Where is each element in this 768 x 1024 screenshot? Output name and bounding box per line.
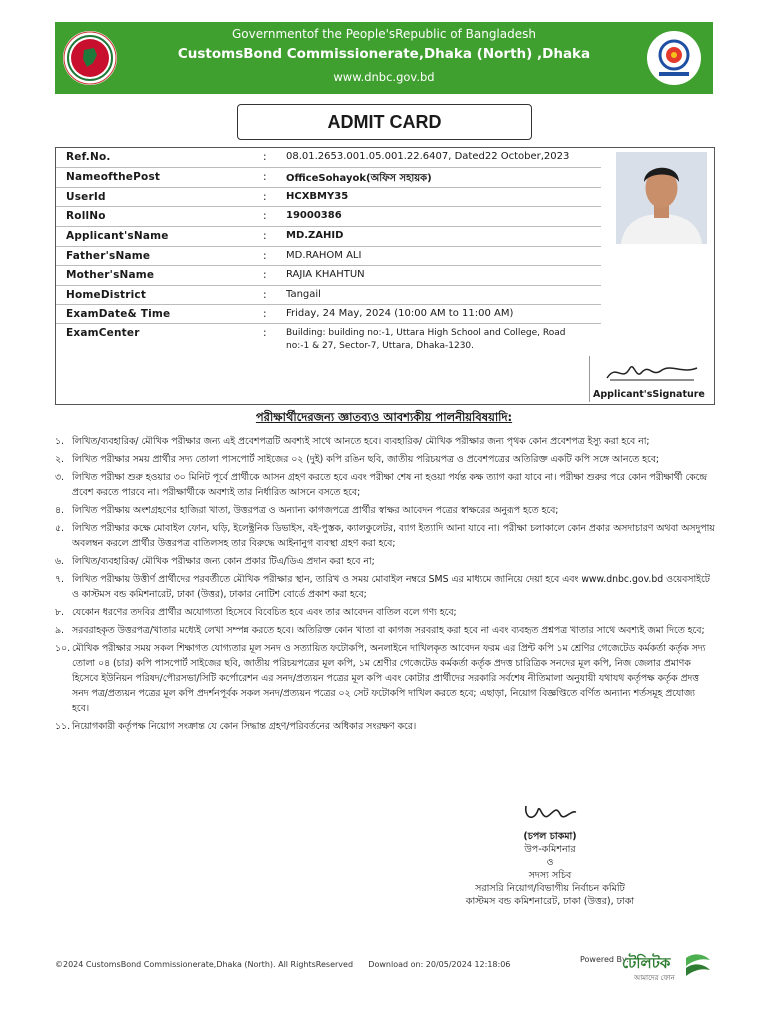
teletalk-brand: টেলিটক [622, 954, 671, 972]
instruction-item [55, 521, 715, 551]
instruction-number: ১০. [55, 643, 71, 654]
info-row-ref-no [56, 148, 601, 167]
instruction-item [55, 623, 715, 638]
signatory-designation: উপ-কমিশনার [524, 844, 576, 855]
instruction-item [55, 554, 715, 569]
field-value: Friday, 24 May, 2024 (10:00 AM to 11:00 AM) [286, 308, 514, 319]
instruction-number: ৪. [55, 505, 64, 516]
info-row-user-id [56, 188, 601, 207]
footer-copyright: ©2024 CustomsBond Commissionerate,Dhaka (North). All RightsReserved [55, 960, 354, 969]
field-value: Building: building no:-1, Uttara High School and College, Road no:-1 & 27, Sector-7, Uttara, Dhaka-1230. [286, 328, 566, 351]
header-govt-line: Governmentof the People'sRepublic of Bangladesh [232, 27, 536, 41]
instruction-text: লিখিত/ব্যবহারিক/ মৌখিক পরীক্ষার জন্য কোন প্রকার টিএ/ডিএ প্রদান করা হবে না; [72, 556, 375, 567]
header-org-name: CustomsBond Commissionerate,Dhaka (North) ,Dhaka [177, 46, 591, 62]
field-value: MD.ZAHID [286, 230, 344, 241]
footer-text [55, 960, 510, 969]
field-colon: : [263, 327, 267, 339]
field-value: 19000386 [286, 210, 342, 221]
instruction-item [55, 572, 715, 602]
signature-label: Applicant'sSignature [593, 389, 705, 400]
field-value: RAJIA KHAHTUN [286, 269, 365, 280]
instructions-title: পরীক্ষার্থীদেরজন্য জ্ঞাতব্যও আবশ্যকীয় পালনীয়বিষয়াদি: [255, 410, 513, 424]
admit-card-title: ADMIT CARD [237, 104, 532, 140]
instruction-text: সরবরাহকৃত উত্তরপত্র/খাতার মধ্যেই লেখা সম্পন্ন করতে হবে। অতিরিক্ত কোন খাতা বা কাগজ সরবরাহ করা হবে না এবং ব্যবহৃত প্রশ্নপত্র খাতার সাথে অবশ্যই জমা দিতে হবে; [72, 625, 705, 636]
instruction-number: ১১. [55, 721, 71, 732]
info-row-exam-center [56, 324, 601, 354]
info-row-roll-no [56, 207, 601, 226]
field-value: OfficeSohayok(অফিস সহায়ক) [286, 173, 432, 184]
field-value: Tangail [286, 289, 321, 300]
field-colon: : [263, 269, 267, 281]
header-banner [55, 22, 713, 94]
info-row-mother-name [56, 266, 601, 285]
instruction-text: লিখিত পরীক্ষায় উত্তীর্ণ প্রার্থীদের পরবর্তীতে মৌখিক পরীক্ষার স্থান, তারিখ ও সময় মোবাইল নম্বরে SMS এর মাধ্যমে জানিয়ে দেয়া হবে এবং www.dnbc.gov.bd ওয়েবসাইটে ও কাস্টমস বন্ড কমিশনারেট, ঢাকা (উত্তর), ঢাকার নোটিশ বোর্ডে প্রকাশ করা হবে; [72, 574, 710, 600]
field-colon: : [263, 230, 267, 242]
instruction-number: ৩. [55, 472, 64, 483]
field-label: Applicant'sName [66, 230, 169, 242]
field-colon: : [263, 250, 267, 262]
bangladesh-customs-logo-icon [647, 31, 701, 85]
field-label: HomeDistrict [66, 289, 147, 301]
info-row-father-name [56, 247, 601, 266]
instruction-number: ৯. [55, 625, 64, 636]
instruction-item [55, 470, 715, 500]
instruction-item [55, 605, 715, 620]
header-website[interactable]: www.dnbc.gov.bd [333, 70, 435, 84]
info-row-applicant-name [56, 227, 601, 246]
teletalk-logo[interactable] [620, 948, 712, 986]
field-label: NameofthePost [66, 171, 161, 183]
info-row-home-district [56, 286, 601, 305]
instruction-text: লিখিত পরীক্ষা শুরু হওয়ার ৩০ মিনিট পূর্বে প্রার্থীকে আসন গ্রহণ করতে হবে এবং পরীক্ষা শেষ না হওয়া পর্যন্ত কক্ষ ত্যাগ করা যাবে না। পরীক্ষা শুরুর পরে কোন পরীক্ষার্থী কেন্দ্রে প্রবেশ করতে পারবে না। পরীক্ষার্থীকে অবশ্যই তার নির্ধারিত আসনে বসতে হবে; [72, 472, 707, 498]
signatory-committee: সরাসরি নিয়োগ/বিভাগীয় নির্বাচন কমিটি [475, 883, 625, 894]
signatory-role: সদস্য সচিব [528, 870, 572, 881]
instructions-list [55, 434, 715, 737]
field-colon: : [263, 191, 267, 203]
applicant-info-table [55, 147, 715, 405]
field-label: RollNo [66, 210, 106, 222]
instruction-item [55, 434, 715, 449]
instruction-text: যেকোন ধরণের তদবির প্রার্থীর অযোগ্যতা হিসেবে বিবেচিত হবে এবং তার আবেদন বাতিল বলে গণ্য হবে; [72, 607, 457, 618]
field-colon: : [263, 171, 267, 183]
field-label: Mother'sName [66, 269, 155, 281]
signatory-name: (চপল চাকমা) [523, 831, 577, 842]
instruction-number: ৫. [55, 523, 64, 534]
applicant-signature-box [589, 356, 712, 402]
instruction-item [55, 452, 715, 467]
field-label: ExamDate& Time [66, 308, 171, 320]
signatory-office: কাস্টমস বন্ড কমিশনারেট, ঢাকা (উত্তর), ঢাকা [465, 896, 635, 907]
field-colon: : [263, 210, 267, 222]
field-label: Father'sName [66, 250, 151, 262]
field-label: ExamCenter [66, 327, 140, 339]
instruction-item [55, 503, 715, 518]
info-row-exam-date [56, 305, 601, 324]
field-value: MD.RAHOM ALI [286, 250, 362, 261]
field-label: UserId [66, 191, 106, 203]
instruction-text: লিখিত পরীক্ষার সময় প্রার্থীর সদ্য তোলা পাসপোর্ট সাইজের ০২ (দুই) কপি রঙিন ছবি, জাতীয় পরিচয়পত্র ও প্রবেশপত্রের অতিরিক্ত একটি কপি সঙ্গে আনতে হবে; [72, 454, 660, 465]
field-colon: : [263, 151, 267, 163]
officer-signature-icon [520, 800, 580, 826]
instruction-text: লিখিত পরীক্ষায় অংশগ্রহণের হাজিরা খাতা, উত্তরপত্র ও অন্যান্য কাগজপত্রে প্রার্থীর স্বাক্ষর আবেদন পত্রের স্বাক্ষরের অনুরূপ হতে হবে; [72, 505, 559, 516]
applicant-photo [616, 152, 707, 244]
instruction-item [55, 719, 715, 734]
teletalk-tagline: আমাদের ফোন [634, 974, 675, 982]
signatory-block [430, 800, 670, 908]
instruction-text: লিখিত/ব্যবহারিক/ মৌখিক পরীক্ষার জন্য এই প্রবেশপত্রটি অবশ্যই সাথে আনতে হবে। ব্যবহারিক/ মৌখিক পরীক্ষার জন্য পৃথক কোন প্রবেশপত্র ইস্যু করা হবে না; [72, 436, 650, 447]
instruction-text: লিখিত পরীক্ষার কক্ষে মোবাইল ফোন, ঘড়ি, ইলেক্ট্রনিক ডিভাইস, বই-পুস্তক, ক্যালকুলেটর, ব্যাগ ইত্যাদি আনা যাবে না। পরীক্ষা চলাকালে কোন প্রকার অসদাচারণ অথবা অসদুপায় অবলম্বন করলে প্রার্থীর উত্তরপত্র বাতিলসহ তার বিরুদ্ধে আইনানুগ ব্যবস্থা গ্রহণ করা হবে; [72, 523, 715, 549]
instruction-number: ৬. [55, 556, 64, 567]
info-row-post [56, 168, 601, 187]
field-label: Ref.No. [66, 151, 111, 163]
instruction-number: ১. [55, 436, 64, 447]
instruction-number: ৮. [55, 607, 64, 618]
powered-by-label: Powered By: [580, 955, 629, 964]
instruction-text: নিয়োগকারী কর্তৃপক্ষ নিয়োগ সংক্রান্ত যে কোন সিদ্ধান্ত গ্রহণ/পরিবর্তনের অধিকার সংরক্ষণ করে। [72, 721, 417, 732]
field-value: HCXBMY35 [286, 191, 349, 202]
field-colon: : [263, 289, 267, 301]
instruction-number: ৭. [55, 574, 64, 585]
footer-download-time: Download on: 20/05/2024 12:18:06 [368, 960, 511, 969]
applicant-signature-icon [602, 358, 702, 388]
instruction-item [55, 641, 715, 716]
instruction-text: মৌখিক পরীক্ষার সময় সকল শিক্ষাগত যোগ্যতার মূল সনদ ও সত্যায়িত ফটোকপি, অনলাইনে দাখিলকৃত আবেদন ফরম এর প্রিন্ট কপি ১ম শ্রেণির গেজেটেড কর্মকর্তা কর্তৃক সদ্য তোলা ০৪ (চার) কপি পাসপোর্ট সাইজের ছবি, জাতীয় পরিচয়পত্রের মূল কপি, ১ম শ্রেণীর গেজেটেড কর্মকর্তা কর্তৃক প্রদত্ত চারিত্রিক সনদের মূল কপি, নিজ জেলার প্রমাণক হিসেবে ইউনিয়ন পরিষদ/পৌরসভা/সিটি কর্পোরেশন এর সনদ/প্রত্যয়ন পত্রের মূল কপি এবং কোটার প্রার্থীদের সরকারি সর্বশেষ নীতিমালা অনুযায়ী যথাযথ কর্তৃপক্ষ কর্তৃক প্রদত্ত সনদ পত্র/প্রত্যয়ন পত্রের মূল কপি প্রদর্শনপূর্বক সকল সনদ/প্রত্যয়ন পত্রের ০২ সেট ফটোকপি দাখিল করতে হবে; এছাড়া, নিয়োগ বিজ্ঞপ্তিতে বর্ণিত অন্যান্য শর্তসমূহ প্রযোজ্য হবে। [72, 643, 706, 714]
instruction-number: ২. [55, 454, 64, 465]
field-colon: : [263, 308, 267, 320]
signatory-conjunction: ও [546, 857, 554, 868]
field-value: 08.01.2653.001.05.001.22.6407, Dated22 October,2023 [286, 151, 570, 162]
